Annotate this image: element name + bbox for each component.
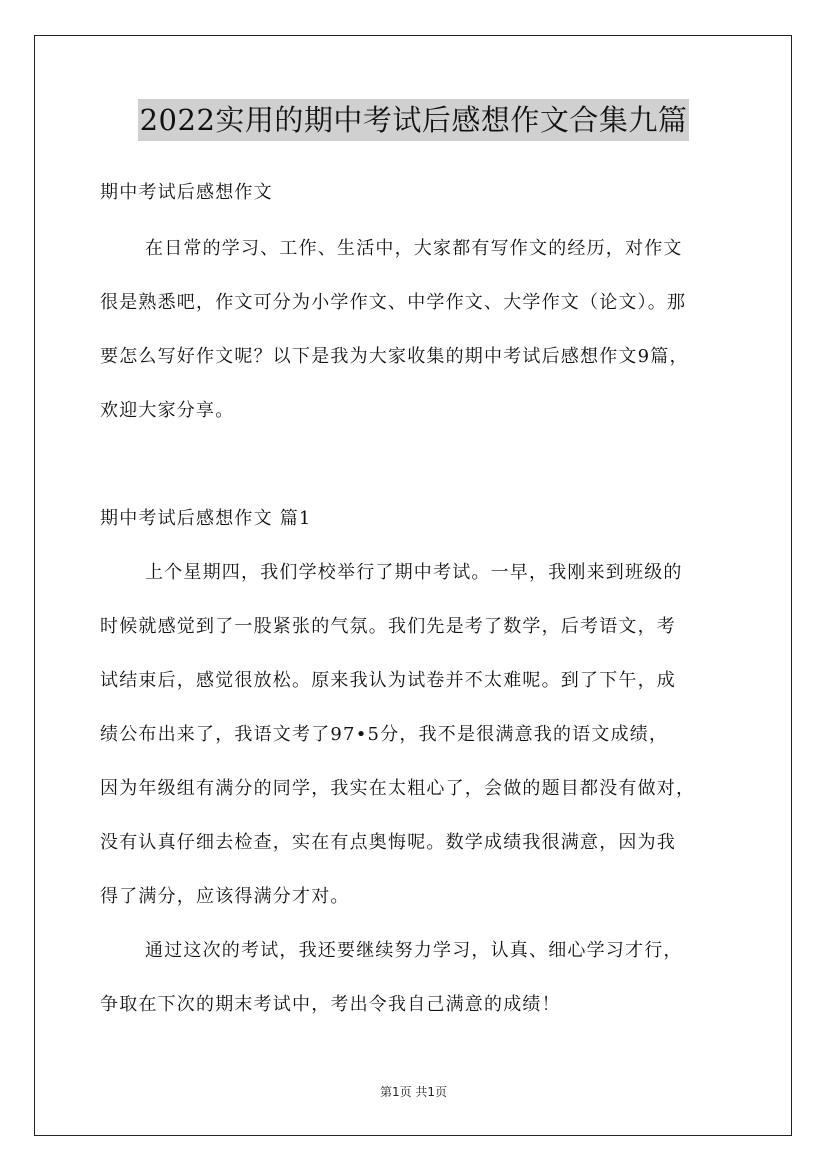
section1-para1-line-5: 因为年级组有满分的同学，我实在太粗心了，会做的题目都没有做对，: [100, 778, 696, 799]
section1-para1-line-2: 时候就感觉到了一股紧张的气氛。我们先是考了数学，后考语文，考: [100, 616, 676, 637]
intro-line-3: 要怎么写好作文呢？以下是我为大家收集的期中考试后感想作文9篇，: [100, 346, 689, 367]
section1-para2-line-2: 争取在下次的期末考试中，考出令我自己满意的成绩！: [100, 994, 561, 1015]
intro-line-2: 很是熟悉吧，作文可分为小学作文、中学作文、大学作文（论文）。那: [100, 292, 687, 313]
intro-line-4: 欢迎大家分享。: [100, 400, 235, 421]
section1-heading: 期中考试后感想作文 篇1: [100, 508, 312, 529]
section1-para1-line-4: 绩公布出来了，我语文考了97•5分，我不是很满意我的语文成绩，: [100, 724, 669, 745]
intro-heading: 期中考试后感想作文: [100, 182, 273, 203]
section1-para1-line-7: 得了满分，应该得满分才对。: [100, 886, 350, 907]
section1-para1-line-1: 上个星期四，我们学校举行了期中考试。一早，我刚来到班级的: [145, 562, 683, 583]
document-title: 2022实用的期中考试后感想作文合集九篇: [138, 99, 690, 141]
section1-para1-line-6: 没有认真仔细去检查，实在有点奥悔呢。数学成绩我很满意，因为我: [100, 832, 676, 853]
page-footer: 第1页 共1页: [379, 1085, 448, 1099]
title-container: [0, 99, 827, 141]
section1-para2-line-1: 通过这次的考试，我还要继续努力学习，认真、细心学习才行，: [145, 940, 683, 961]
intro-line-1: 在日常的学习、工作、生活中，大家都有写作文的经历，对作文: [145, 238, 683, 259]
section1-para1-line-3: 试结束后，感觉很放松。原来我认为试卷并不太难呢。到了下午，成: [100, 670, 676, 691]
